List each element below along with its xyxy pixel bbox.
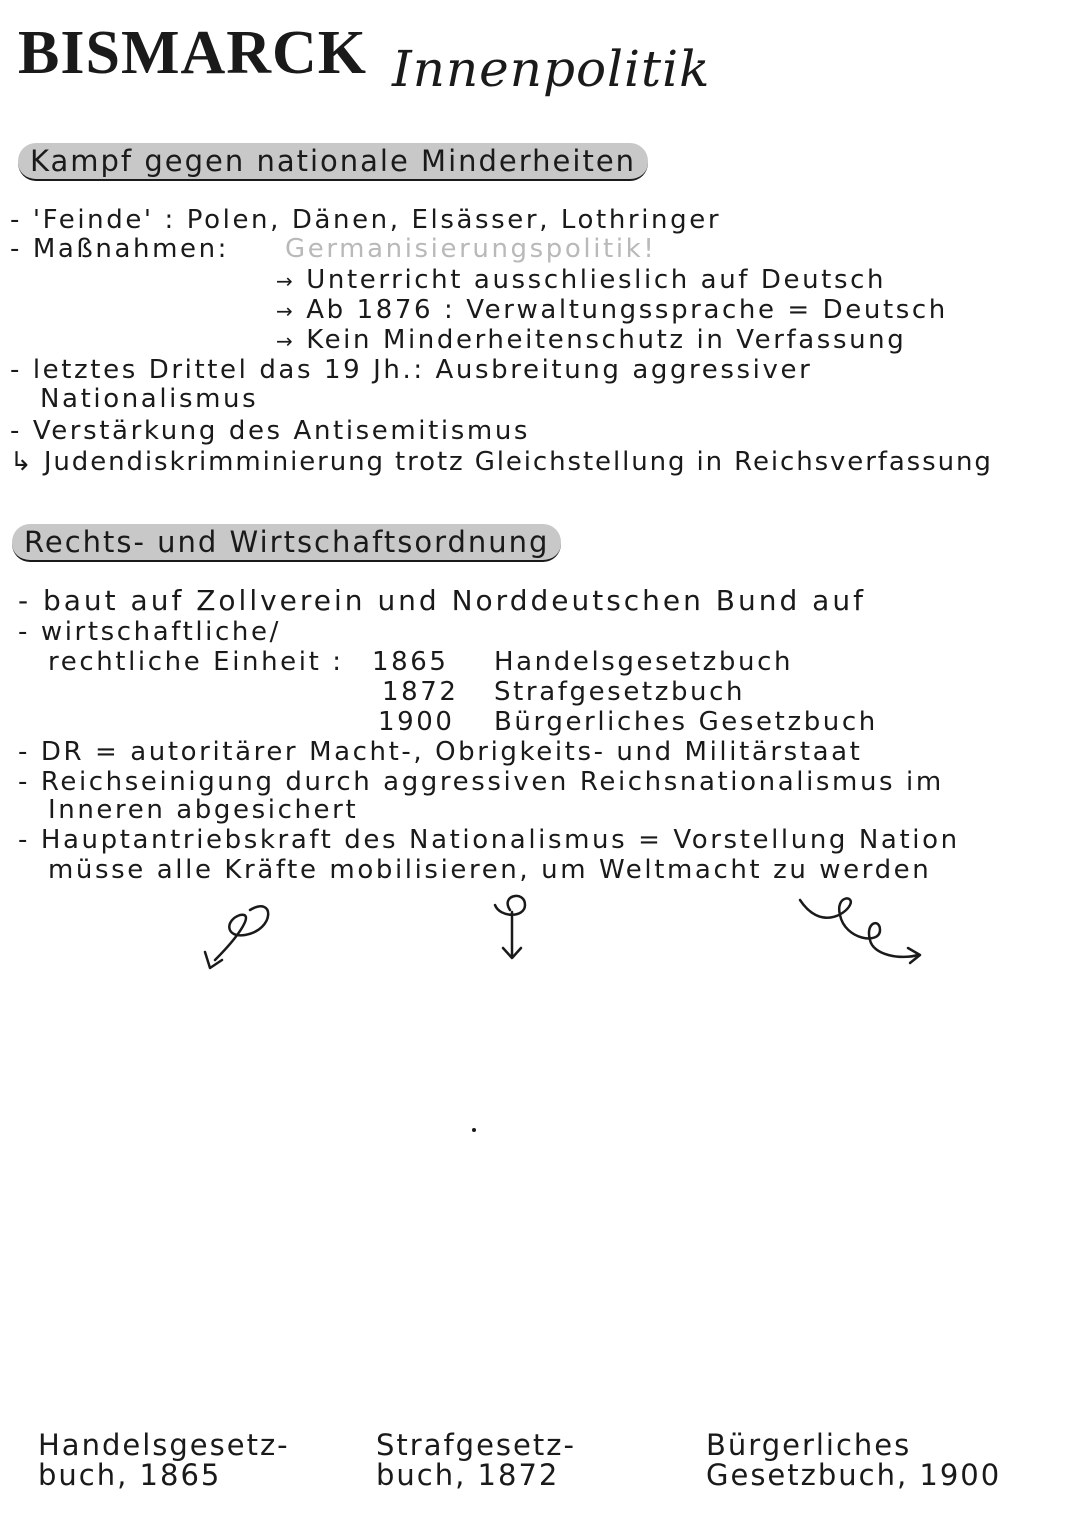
curly-arrow-left-icon (215, 906, 268, 960)
caption-line1: Strafgesetz- (376, 1428, 576, 1462)
caption-line2: buch, 1872 (376, 1458, 560, 1492)
caption-line2: buch, 1865 (38, 1458, 222, 1492)
caption-handelsgesetzbuch (38, 1430, 290, 1490)
text-feinde: - 'Feinde' : Polen, Dänen, Elsässer, Lothringer (10, 205, 722, 235)
text-reichseinigung-line2: Inneren abgesichert (48, 795, 359, 825)
text-antisemitismus: - Verstärkung des Antisemitismus (10, 416, 531, 446)
ink-dot (472, 1128, 476, 1132)
text-hauptantriebskraft-line1: - Hauptantriebskraft des Nationalismus = Vorstellung Nation (18, 825, 960, 855)
text-dr-staat: - DR = autoritärer Macht-, Obrigkeits- und Militärstaat (18, 737, 863, 767)
caption-line1: Bürgerliches (706, 1428, 912, 1462)
law-name-2: Strafgesetzbuch (494, 677, 746, 707)
section-heading-minderheiten: Kampf gegen nationale Minderheiten (18, 143, 648, 181)
text-judendiskriminierung-value: Judendiskrimminierung trotz Gleichstellung in Reichsverfassung (43, 447, 993, 477)
arrow-right-icon: → (276, 329, 296, 353)
caption-line1: Handelsgesetz- (38, 1428, 290, 1462)
text-wirtschaftliche: - wirtschaftliche/ (18, 617, 281, 647)
list-item-text: Kein Minderheitenschutz in Verfassung (306, 325, 907, 355)
law-year-1: 1865 (372, 647, 449, 677)
law-name-1: Handelsgesetzbuch (494, 647, 794, 677)
curly-arrow-right-icon (800, 898, 918, 956)
text-massnahmen-value: Germanisierungspolitik! (285, 234, 657, 264)
caption-strafgesetzbuch (376, 1430, 576, 1490)
text-hauptantriebskraft-line2: müsse alle Kräfte mobilisieren, um Weltmacht zu werden (48, 855, 932, 885)
text-drittel-line1: - letztes Drittel das 19 Jh.: Ausbreitung aggressiver (10, 355, 813, 385)
arrow-right-icon: → (276, 299, 296, 323)
text-reichseinigung-line1: - Reichseinigung durch aggressiven Reichsnationalismus im (18, 767, 944, 797)
page-subtitle-handwritten: Innenpolitik (392, 40, 711, 98)
text-baut-auf: - baut auf Zollverein und Norddeutschen Bund auf (18, 584, 866, 617)
caption-buergerliches-gesetzbuch (706, 1430, 1001, 1490)
curly-arrow-center-icon (495, 896, 525, 955)
section-heading-rechtsordnung: Rechts- und Wirtschaftsordnung (12, 524, 561, 562)
text-rechtliche-einheit: rechtliche Einheit : (48, 647, 344, 677)
caption-line2: Gesetzbuch, 1900 (706, 1458, 1002, 1492)
page-title: BISMARCK (18, 19, 368, 87)
text-massnahmen-label: - Maßnahmen: (10, 234, 230, 264)
return-arrow-icon: ↳ (10, 447, 34, 477)
law-name-3: Bürgerliches Gesetzbuch (494, 707, 878, 737)
text-drittel-line2: Nationalismus (40, 384, 259, 414)
law-year-3: 1900 (378, 707, 455, 737)
arrow-right-icon: → (276, 269, 296, 293)
list-item-text: Unterricht ausschlieslich auf Deutsch (306, 265, 887, 295)
list-item-text: Ab 1876 : Verwaltungssprache = Deutsch (306, 295, 948, 325)
law-year-2: 1872 (382, 677, 459, 707)
